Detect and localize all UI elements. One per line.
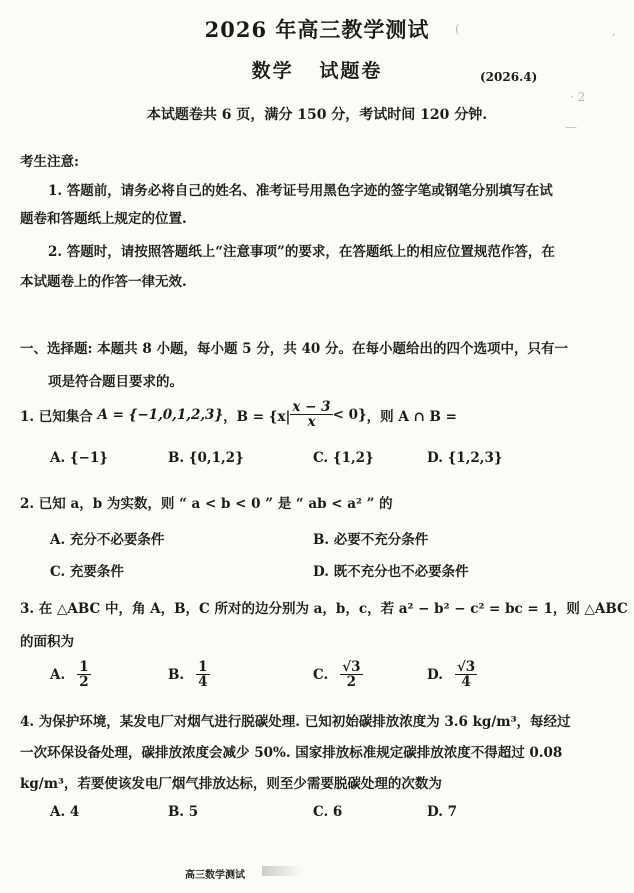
question-4-line2: 一次环保设备处理，碳排放浓度会减少 50%. 国家排放标准规定碳排放浓度不得超过 0.08	[20, 745, 563, 761]
q3-option-d-den: 4	[461, 674, 471, 691]
exam-date: (2026.4)	[480, 70, 538, 84]
notice-item1-line2: 题卷和答题纸上规定的位置.	[20, 211, 187, 227]
exam-title: 2026 年高三教学测试	[204, 17, 430, 42]
notice-item1-line1: 1. 答题前，请务必将自己的姓名、准考证号用黑色字迹的签字笔或钢笔分别填写在试	[48, 183, 553, 199]
q1-set-a: A = {−1,0,1,2,3}	[97, 406, 224, 423]
q4-option-d: D. 7	[427, 804, 458, 820]
page-footer: 高三数学测试	[185, 870, 245, 881]
footer-smudge	[262, 866, 302, 876]
section1-line1: 一、选择题: 本题共 8 小题，每小题 5 分，共 40 分。在每小题给出的四个选项中，只有一	[20, 341, 568, 357]
notice-item2-line2: 本试题卷上的作答一律无效.	[20, 274, 187, 290]
q3-option-b-num: 1	[198, 659, 208, 675]
q2-option-d: D. 既不充分也不必要条件	[313, 564, 469, 580]
question-4-line3: kg/m³，若要使该发电厂烟气排放达标，则至少需要脱碳处理的次数为	[20, 776, 442, 792]
q1-prefix: 1. 已知集合	[20, 408, 98, 425]
q3-option-a-den: 2	[79, 674, 89, 691]
q3-option-c-label: C.	[313, 666, 329, 683]
q1-frac-num: x − 3	[292, 399, 331, 415]
q1-frac-den: x	[307, 414, 316, 431]
q1-option-b: B. {0,1,2}	[168, 450, 244, 466]
q4-option-b: B. 5	[168, 804, 199, 820]
exam-subtitle: 数学 试题卷	[251, 60, 383, 82]
q2-option-a: A. 充分不必要条件	[50, 532, 165, 548]
q1-option-c: C. {1,2}	[313, 450, 374, 466]
q1-option-a: A. {−1}	[50, 450, 108, 466]
q3-option-c-num: √3	[342, 659, 361, 675]
q3-option-a-num: 1	[79, 659, 89, 675]
question-3-line2: 的面积为	[20, 634, 74, 650]
q3-option-a-label: A.	[50, 666, 66, 683]
question-3-line1: 3. 在 △ABC 中，角 A，B，C 所对的边分别为 a，b，c，若 a² − b² − c² = bc = 1，则 △ABC	[20, 601, 628, 617]
q3-option-d	[427, 660, 477, 689]
q2-option-b: B. 必要不充分条件	[313, 532, 429, 548]
q3-option-c	[313, 660, 363, 689]
notice-heading: 考生注意:	[20, 154, 79, 170]
q3-option-c-den: 2	[346, 674, 357, 691]
q3-option-b-label: B.	[168, 666, 185, 683]
q4-option-c: C. 6	[313, 804, 343, 820]
q3-option-d-num: √3	[456, 659, 476, 675]
q3-option-b	[168, 660, 210, 689]
q4-option-a: A. 4	[50, 804, 80, 820]
question-2: 2. 已知 a，b 为实数，则 “ a < b < 0 ” 是 “ ab < a² ” 的	[20, 496, 393, 512]
section1-line2: 项是符合题目要求的。	[48, 374, 183, 390]
q1-option-d: D. {1,2,3}	[427, 450, 503, 466]
q3-option-b-den: 4	[198, 674, 208, 691]
q1-set-b-start: ，B = {x|	[223, 408, 291, 425]
q3-option-d-label: D.	[427, 666, 443, 683]
q1-fraction	[290, 400, 332, 429]
q3-option-a	[50, 660, 91, 689]
exam-info: 本试题卷共 6 页，满分 150 分，考试时间 120 分钟.	[146, 107, 488, 123]
notice-item2-line1: 2. 答题时，请按照答题纸上“注意事项”的要求，在答题纸上的相应位置规范作答，在	[48, 244, 555, 260]
q1-set-b-end: < 0}	[332, 406, 367, 423]
q2-option-c: C. 充要条件	[50, 564, 124, 580]
q1-suffix: ，则 A ∩ B =	[366, 408, 457, 425]
question-4-line1: 4. 为保护环境，某发电厂对烟气进行脱碳处理. 已知初始碳排放浓度为 3.6 kg/m³，每经过	[20, 714, 571, 730]
question-1	[20, 400, 457, 429]
